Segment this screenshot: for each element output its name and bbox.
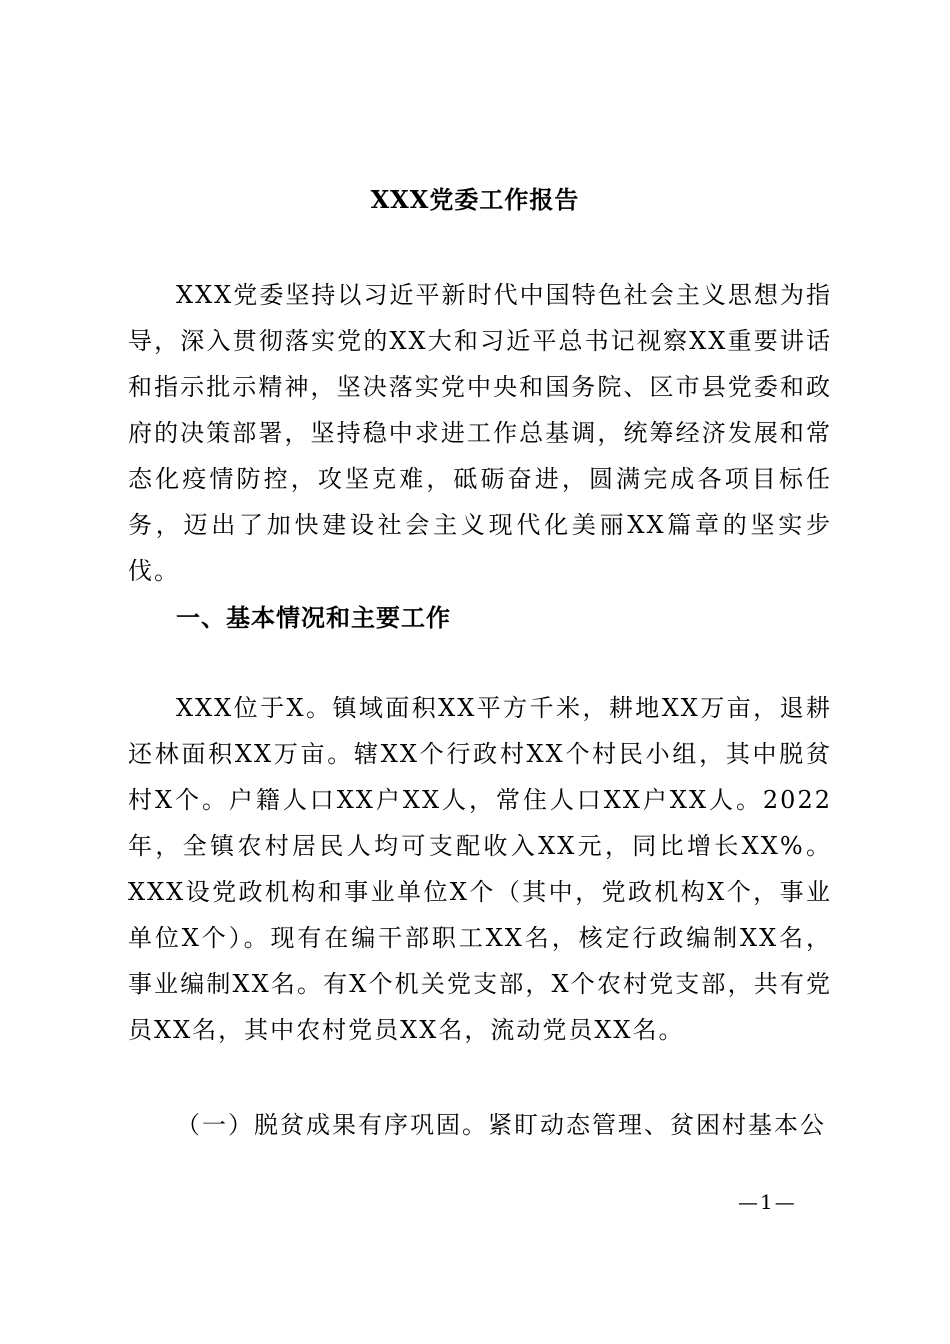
section-heading: 一、基本情况和主要工作 (176, 603, 451, 632)
subsection-paragraph: （一）脱贫成果有序巩固。紧盯动态管理、贫困村基本公 (176, 1111, 826, 1139)
document-title: XXX党委工作报告 (370, 185, 580, 214)
basic-info-paragraph: XXX位于X。镇域面积XX平方千米，耕地XX万亩，退耕还林面积XX万亩。辖XX个行政村XX个村民小组，其中脱贫村X个。户籍人口XX户XX人，常住人口XX户XX人。2022年，全镇农村居民人均可支配收入XX元，同比增长XX%。XXX设党政机构和事业单位X个（其中，党政机构X个，事业单位X个）。现有在编干部职工XX名，核定行政编制XX名，事业编制XX名。有X个机关党支部，X个农村党支部，共有党员XX名，其中农村党员XX名，流动党员XX名。 (128, 694, 832, 1044)
intro-paragraph: XXX党委坚持以习近平新时代中国特色社会主义思想为指导，深入贯彻落实党的XX大和习近平总书记视察XX重要讲话和指示批示精神，坚决落实党中央和国务院、区市县党委和政府的决策部署，坚持稳中求进工作总基调，统筹经济发展和常态化疫情防控，攻坚克难，砥砺奋进，圆满完成各项目标任务，迈出了加快建设社会主义现代化美丽XX篇章的坚实步伐。 (128, 281, 832, 585)
page-number: —1— (738, 1190, 797, 1214)
